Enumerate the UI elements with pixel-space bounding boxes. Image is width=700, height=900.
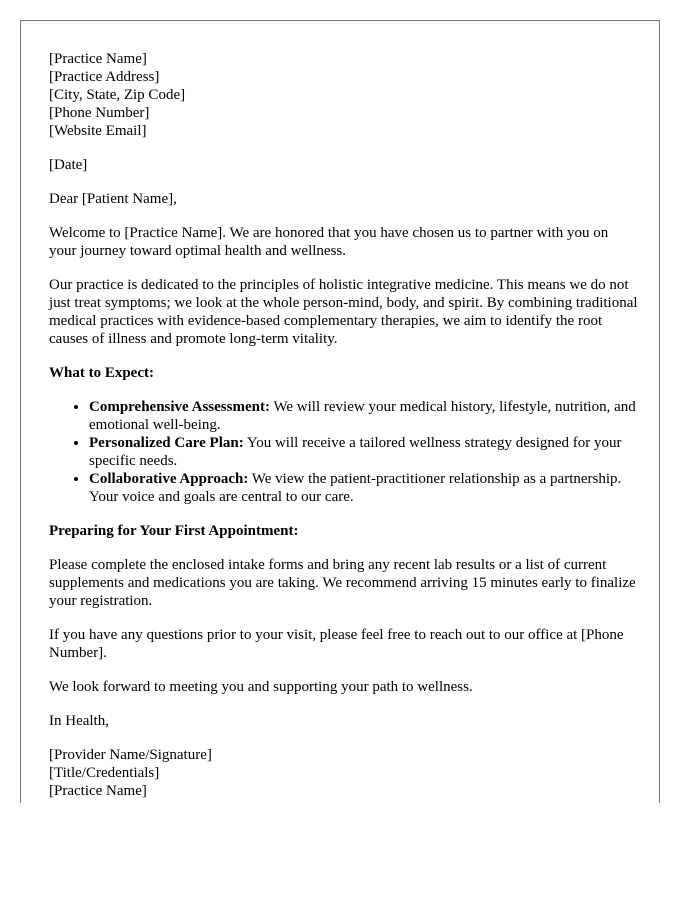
city-state-zip: [City, State, Zip Code] [49,87,186,103]
list-item-text: We will review your medical history, lifestyle, nutrition, and emotional well-being. [89,399,636,433]
sender-address-block [49,50,639,140]
list-item-title: Collaborative Approach: [89,471,249,487]
what-to-expect-heading: What to Expect: [49,365,154,381]
practice-address: [Practice Address] [49,69,160,85]
provider-signature: [Provider Name/Signature] [49,747,212,763]
phone-number: [Phone Number] [49,105,150,121]
signoff: In Health, [49,713,109,729]
signature-practice-name: [Practice Name] [49,783,147,799]
closing-paragraph: We look forward to meeting you and supporting your path to wellness. [49,679,473,695]
salutation: Dear [Patient Name], [49,191,177,207]
practice-paragraph: Our practice is dedicated to the principles of holistic integrative medicine. This means we do not just treat symptoms; we look at the whole person-mind, body, and spirit. By combining traditional medical practices with evidence-based complementary therapies, we aim to identify the root causes of illness and promote long-term vitality. [49,277,638,347]
expectations-list [49,398,639,506]
list-item-title: Comprehensive Assessment: [89,399,270,415]
list-item-text: We view the patient-practitioner relationship as a partnership. Your voice and goals are central to our care. [89,471,622,505]
preparing-heading: Preparing for Your First Appointment: [49,523,299,539]
questions-paragraph: If you have any questions prior to your visit, please feel free to reach out to our office at [Phone Number]. [49,627,624,661]
list-item [89,398,639,434]
welcome-paragraph: Welcome to [Practice Name]. We are honored that you have chosen us to partner with you on your journey toward optimal health and wellness. [49,225,609,259]
list-item-text: You will receive a tailored wellness strategy designed for your specific needs. [89,435,622,469]
website-email: [Website Email] [49,123,147,139]
practice-name: [Practice Name] [49,51,147,67]
list-item [89,470,639,506]
list-item-title: Personalized Care Plan: [89,435,244,451]
letter-date: [Date] [49,157,88,173]
provider-title: [Title/Credentials] [49,765,160,781]
letter-page [20,20,660,803]
signature-block [49,746,639,800]
list-item [89,434,639,470]
letter-body [21,21,639,800]
preparing-paragraph: Please complete the enclosed intake forms and bring any recent lab results or a list of current supplements and medications you are taking. We recommend arriving 15 minutes early to finalize your registration. [49,557,636,609]
